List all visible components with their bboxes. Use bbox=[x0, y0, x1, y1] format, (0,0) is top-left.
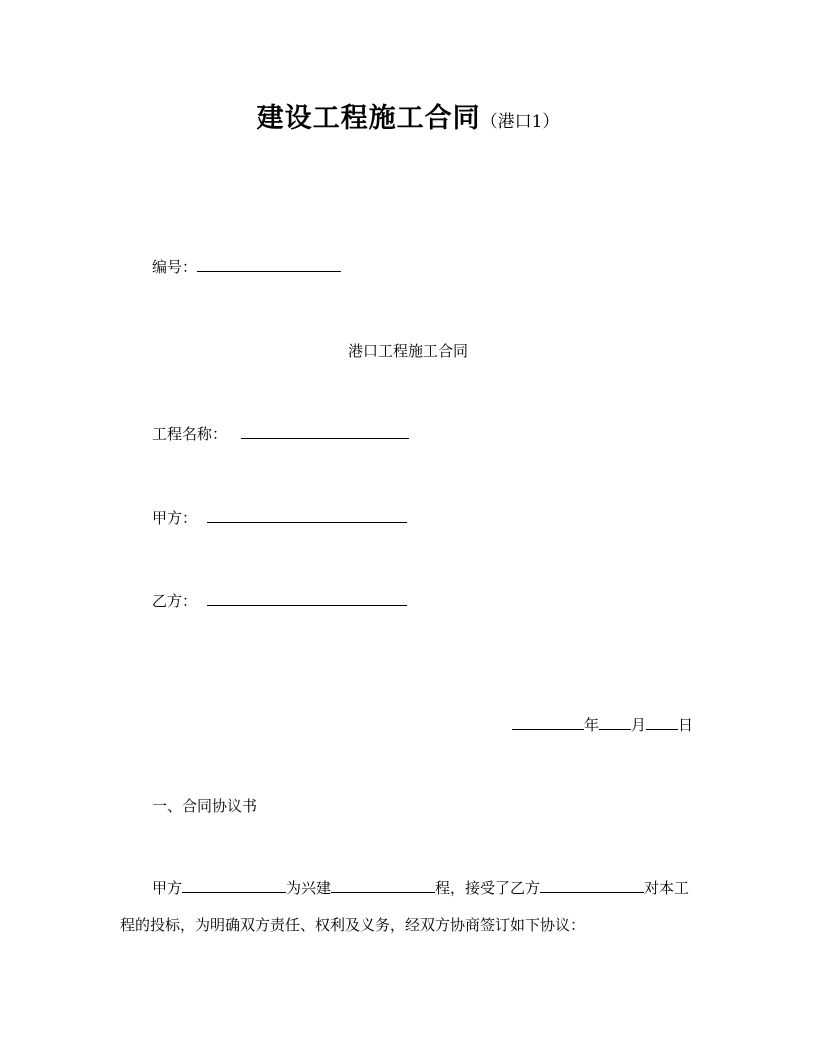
party-a-label: 甲方： bbox=[152, 509, 198, 527]
project-name-blank bbox=[241, 423, 409, 439]
date-year-label: 年 bbox=[584, 716, 600, 734]
project-name-label: 工程名称： bbox=[152, 425, 228, 443]
party-a-blank bbox=[207, 507, 407, 523]
party-b-blank bbox=[207, 590, 407, 606]
party-a-row bbox=[152, 507, 407, 528]
party-b-label: 乙方： bbox=[152, 592, 198, 610]
party-b-name-blank bbox=[540, 877, 644, 893]
number-blank bbox=[197, 256, 341, 272]
para-part-2: 为兴建 bbox=[286, 879, 332, 897]
number-label: 编号： bbox=[152, 258, 198, 276]
project-blank bbox=[331, 877, 435, 893]
agreement-paragraph bbox=[120, 870, 696, 944]
paragraph-line-1 bbox=[120, 870, 696, 907]
document-title: 建设工程施工合同 bbox=[256, 103, 481, 134]
para-part-4: 对本工 bbox=[644, 879, 690, 897]
paragraph-line-2: 程的投标，为明确双方责任、权利及义务，经双方协商签订如下协议： bbox=[120, 916, 586, 934]
document-title-suffix: （港口1） bbox=[480, 112, 560, 132]
para-part-3: 程，接受了乙方 bbox=[435, 879, 541, 897]
document-title-row bbox=[0, 96, 816, 135]
year-blank bbox=[512, 714, 584, 730]
day-blank bbox=[646, 714, 678, 730]
party-a-name-blank bbox=[182, 877, 286, 893]
date-day-label: 日 bbox=[678, 716, 694, 734]
center-title: 港口工程施工合同 bbox=[347, 342, 468, 360]
month-blank bbox=[599, 714, 631, 730]
project-name-row bbox=[152, 423, 409, 444]
section-heading: 一、合同协议书 bbox=[152, 797, 258, 815]
party-b-row bbox=[152, 590, 407, 611]
date-row bbox=[512, 714, 693, 735]
number-row bbox=[152, 256, 341, 277]
para-part-1: 甲方 bbox=[152, 879, 183, 897]
date-month-label: 月 bbox=[631, 716, 647, 734]
